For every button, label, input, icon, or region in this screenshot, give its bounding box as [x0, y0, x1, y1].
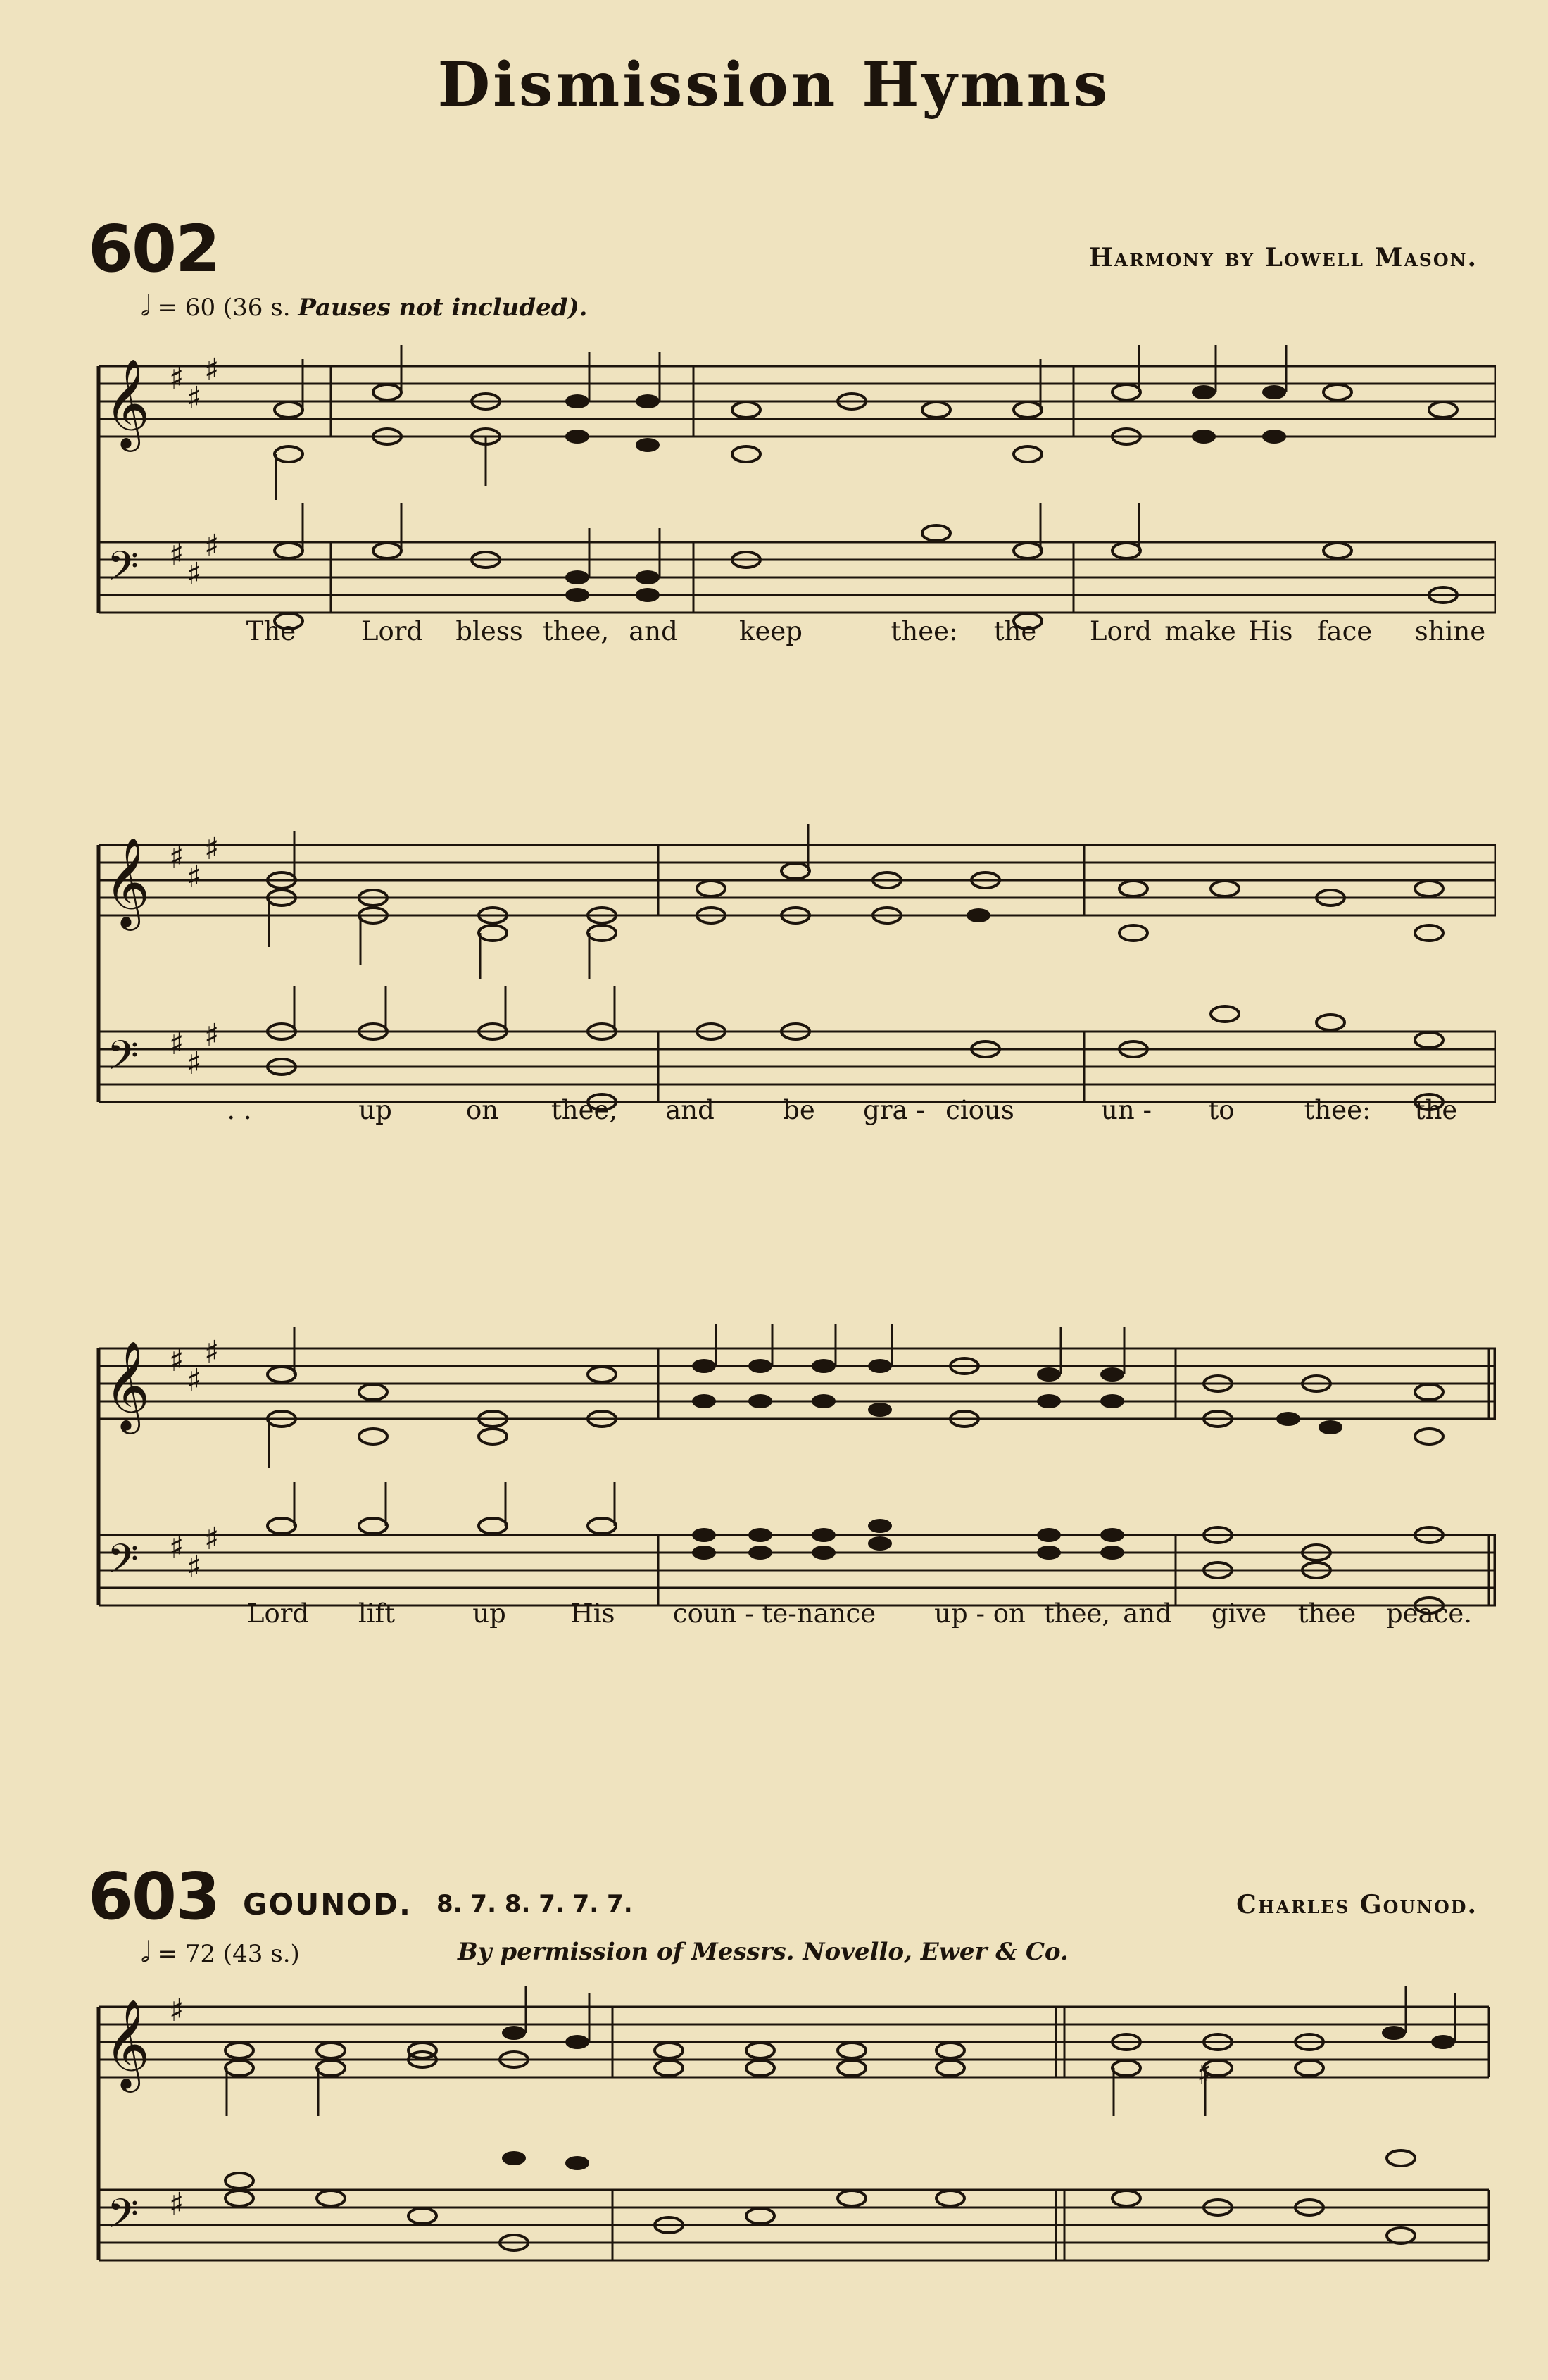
lyric-syllable: be — [783, 1095, 815, 1125]
lyric-syllable: thee — [1297, 1598, 1357, 1629]
lyric-syllable: thee, — [1043, 1598, 1111, 1629]
svg-text:♯: ♯ — [169, 537, 184, 572]
lyric-syllable: and — [665, 1095, 715, 1125]
lyric-syllable: cious — [945, 1095, 1014, 1125]
svg-text:♯: ♯ — [187, 1046, 202, 1082]
hymn-603-permission: By permission of Messrs. Novello, Ewer & Co. — [458, 1938, 1069, 1966]
hymn-603-tune: GOUNOD. — [243, 1887, 412, 1922]
hymn-602-credit: Harmony by Lowell Mason. — [1088, 243, 1478, 273]
lyric-syllable: the — [993, 616, 1037, 646]
svg-text:♯: ♯ — [169, 1026, 184, 1062]
lyric-syllable: on — [465, 1095, 499, 1125]
note-heads — [275, 384, 1457, 629]
grand-staff-3 — [92, 1320, 1496, 1630]
lyric-syllable: up - on — [934, 1598, 1026, 1629]
lyric-syllable: thee, — [550, 1095, 618, 1125]
bass-clef-icon: 𝄢 — [107, 542, 139, 600]
svg-text:♯: ♯ — [204, 352, 220, 388]
music-system-2 — [92, 817, 1496, 1127]
half-note-icon: 𝅗𝅥 — [141, 1936, 150, 1969]
treble-clef-icon: 𝄞 — [104, 358, 151, 448]
svg-text:♯: ♯ — [204, 1521, 220, 1557]
lyric-syllable: make — [1164, 616, 1236, 646]
lyric-syllable: give — [1211, 1598, 1267, 1629]
svg-text:♯: ♯ — [204, 528, 220, 564]
lyric-syllable: up — [472, 1598, 506, 1629]
lyric-syllable: thee: — [891, 616, 958, 646]
tempo-note: Pauses not included). — [298, 294, 588, 322]
svg-text:♯: ♯ — [187, 556, 202, 592]
treble-clef-icon: 𝄞 — [104, 1998, 151, 2088]
svg-text:♯: ♯ — [204, 1017, 220, 1053]
bass-clef-icon: 𝄢 — [107, 1535, 139, 1593]
lyrics-line-3 — [92, 1598, 1496, 1634]
lyric-syllable: to — [1208, 1095, 1235, 1125]
filled-notes — [565, 385, 1286, 602]
half-note-icon: 𝅗𝅥 — [141, 290, 150, 322]
lyric-syllable: bless — [455, 616, 523, 646]
treble-clef-icon: 𝄞 — [104, 837, 151, 927]
lyric-syllable: keep — [739, 616, 803, 646]
grand-staff-1 — [92, 338, 1496, 648]
hymn-number-603: 603 — [88, 1859, 220, 1934]
svg-text:♯: ♯ — [169, 1529, 184, 1565]
hymn-603-meter: 8. 7. 8. 7. 7. 7. — [436, 1890, 633, 1918]
lyric-syllable: and — [1123, 1598, 1172, 1629]
hymn-602-tempo — [141, 290, 588, 322]
hymn-603-credit: Charles Gounod. — [1236, 1890, 1478, 1919]
sharp-icon: ♯ — [169, 361, 184, 396]
lyric-syllable: His — [1248, 616, 1293, 646]
tempo-mark: = 60 (36 s. — [157, 294, 291, 322]
lyric-syllable: Lord — [1089, 616, 1152, 646]
lyric-syllable: un - — [1101, 1095, 1152, 1125]
hymn-number-602: 602 — [88, 211, 220, 287]
sharp-icon: ♯ — [1197, 2056, 1212, 2092]
grand-staff-4 — [92, 1979, 1496, 2288]
lyric-syllable: the — [1414, 1095, 1458, 1125]
treble-clef-icon: 𝄞 — [104, 1340, 151, 1430]
bass-clef-icon: 𝄢 — [107, 1032, 139, 1089]
lyric-syllable: His — [570, 1598, 615, 1629]
lyric-syllable: and — [629, 616, 678, 646]
lyrics-line-1 — [92, 616, 1496, 651]
svg-text:♯: ♯ — [169, 2186, 184, 2222]
lyric-syllable: Lord — [246, 1598, 310, 1629]
svg-text:♯: ♯ — [169, 1343, 184, 1379]
svg-text:♯: ♯ — [187, 380, 202, 416]
music-system-1 — [92, 338, 1496, 648]
tempo-mark: = 72 (43 s.) — [157, 1940, 300, 1968]
lyric-syllable: up — [358, 1095, 392, 1125]
sharp-icon: ♯ — [169, 1993, 184, 2029]
bass-clef-icon: 𝄢 — [107, 2190, 139, 2248]
lyric-syllable: thee, — [542, 616, 610, 646]
svg-text:♯: ♯ — [187, 1549, 202, 1585]
lyric-syllable: peace. — [1385, 1598, 1473, 1629]
lyrics-line-2 — [92, 1095, 1496, 1130]
grand-staff-2 — [92, 817, 1496, 1127]
lyric-syllable: . . — [227, 1095, 252, 1125]
svg-text:♯: ♯ — [204, 1334, 220, 1370]
lyric-syllable: The — [246, 616, 296, 646]
hymn-603-tempo — [141, 1936, 300, 1969]
music-system-4 — [92, 1979, 1496, 2288]
svg-text:♯: ♯ — [187, 859, 202, 895]
lyric-syllable: face — [1316, 616, 1373, 646]
page-title: Dismission Hymns — [437, 49, 1111, 120]
lyric-syllable: shine — [1414, 616, 1486, 646]
svg-text:♯: ♯ — [187, 1363, 202, 1398]
lyric-syllable: coun - te-nance — [672, 1598, 876, 1629]
lyric-syllable: Lord — [360, 616, 424, 646]
svg-text:♯: ♯ — [204, 831, 220, 867]
lyric-syllable: gra - — [863, 1095, 925, 1125]
svg-text:♯: ♯ — [169, 839, 184, 875]
lyric-syllable: lift — [358, 1598, 396, 1629]
lyric-syllable: thee: — [1304, 1095, 1371, 1125]
music-system-3 — [92, 1320, 1496, 1630]
